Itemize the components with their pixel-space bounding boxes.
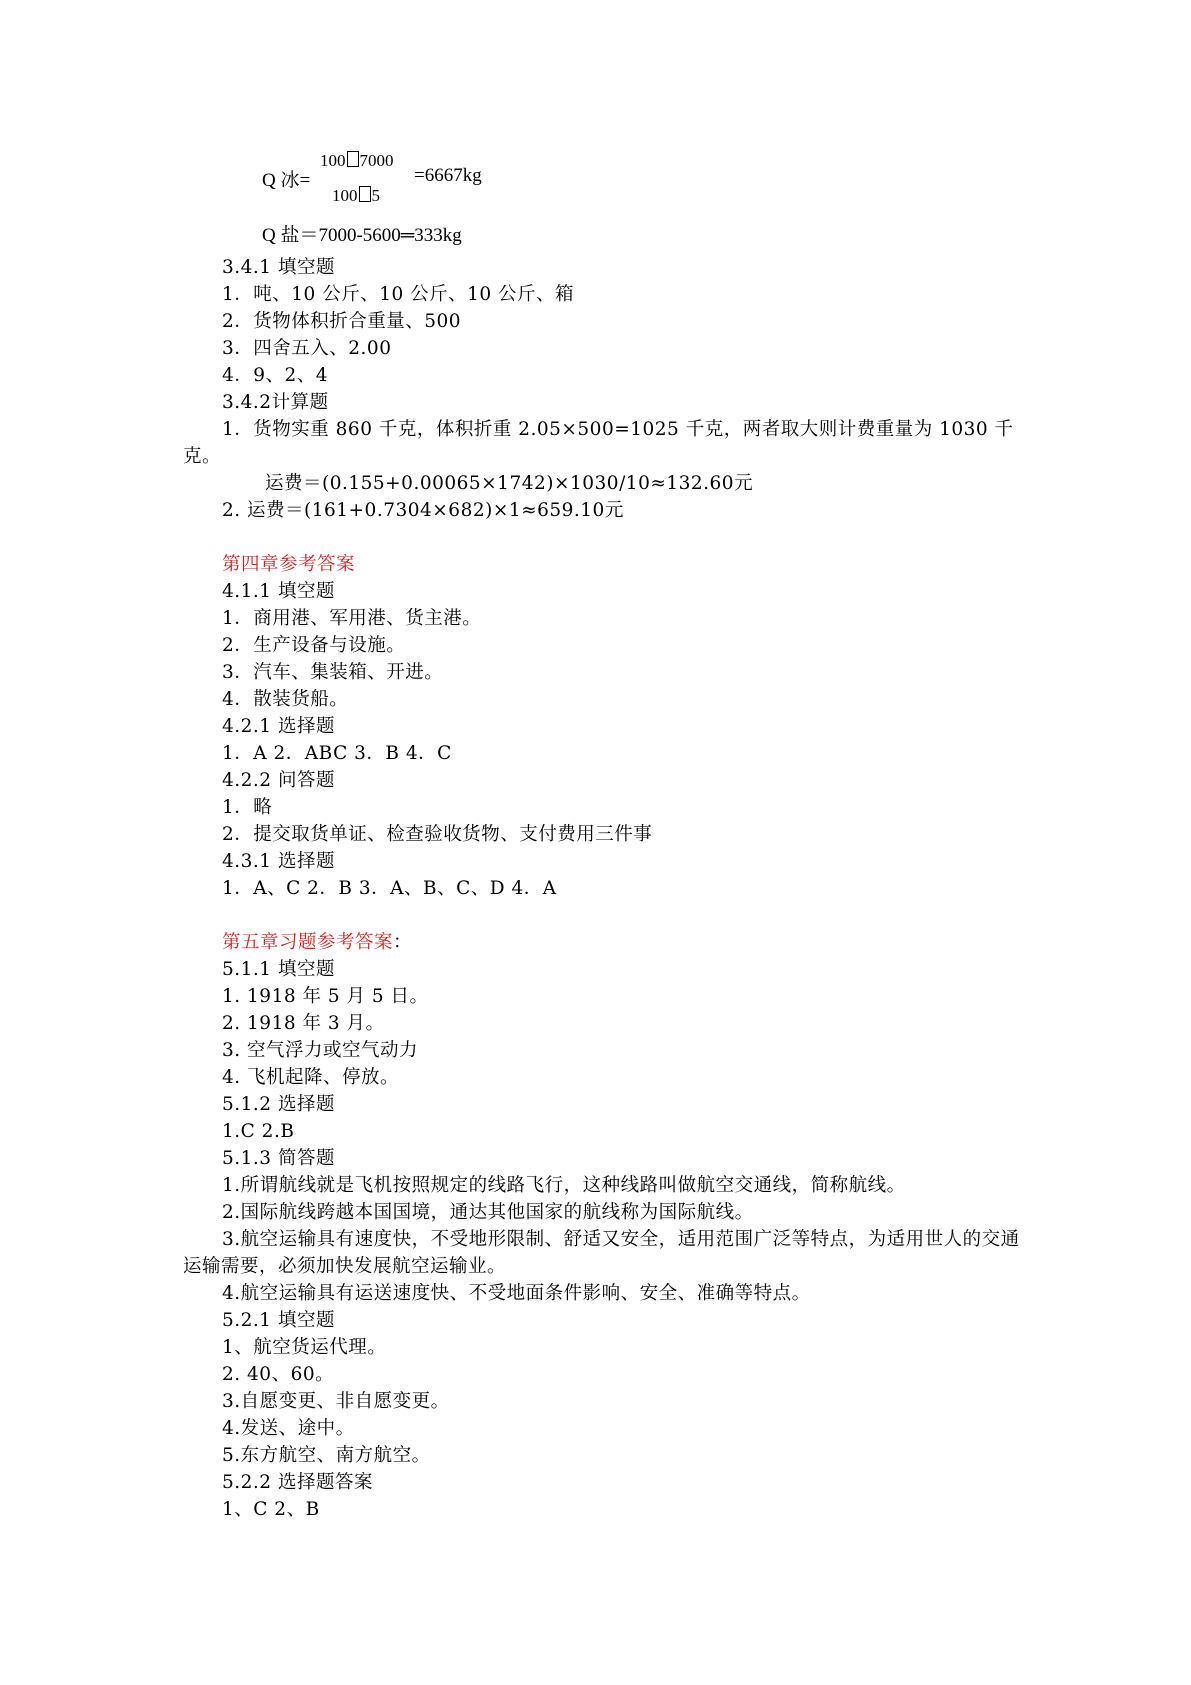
answer-line: 2．提交取货单证、检查验收货物、支付费用三件事	[222, 824, 653, 845]
answer-line: 1．略	[222, 797, 273, 818]
answer-line: 2. 40、60。	[222, 1364, 335, 1385]
placeholder-box-icon	[347, 151, 359, 167]
ice-numerator-left: 100	[320, 151, 346, 170]
answer-line: 1.C 2.B	[222, 1121, 295, 1142]
answer-line: 2.国际航线跨越本国国境，通达其他国家的航线称为国际航线。	[222, 1202, 754, 1223]
section-heading: 4.2.1 选择题	[222, 716, 335, 737]
answer-line: 3. 空气浮力或空气动力	[222, 1040, 419, 1061]
section-heading: 3.4.1 填空题	[222, 257, 335, 278]
formula-line: 运费＝(0.155+0.00065×1742)×1030/10≈132.60元	[265, 473, 754, 494]
ice-fraction-numerator	[320, 151, 394, 171]
answer-line: 4．散装货船。	[222, 689, 349, 710]
answer-line: 1. 1918 年 5 月 5 日。	[222, 986, 429, 1007]
answer-line: 1.所谓航线就是飞机按照规定的线路飞行，这种线路叫做航空交通线，简称航线。	[222, 1175, 906, 1196]
answer-line: 3．汽车、集装箱、开进。	[222, 662, 444, 683]
ice-denominator-left: 100	[332, 186, 358, 205]
section-heading: 5.1.3 简答题	[222, 1148, 335, 1169]
answer-line: 1．吨、10 公斤、10 公斤、10 公斤、箱	[222, 284, 575, 305]
answer-line: 4.航空运输具有运送速度快、不受地面条件影响、安全、准确等特点。	[222, 1283, 811, 1304]
section-heading: 5.2.1 填空题	[222, 1310, 335, 1331]
answer-paragraph: 1．货物实重 860 千克，体积折重 2.05×500=1025 千克，两者取大则计费重量为 1030 千克。	[183, 419, 1014, 467]
formula-line: 2. 运费＝(161+0.7304×682)×1≈659.10元	[222, 500, 624, 521]
chapter-title-line	[222, 929, 412, 956]
answer-line: 1、航空货运代理。	[222, 1337, 387, 1358]
chapter-title: 第四章参考答案	[222, 554, 356, 575]
answer-line: 4. 飞机起降、停放。	[222, 1067, 400, 1088]
section-heading: 4.1.1 填空题	[222, 581, 335, 602]
answer-line: 2．生产设备与设施。	[222, 635, 406, 656]
chapter-title: 第五章习题参考答案	[222, 932, 394, 953]
answer-paragraph: 3.航空运输具有速度快，不受地形限制、舒适又安全，适用范围广泛等特点，为适用世人的交通运输需要，必须加快发展航空运输业。	[183, 1229, 1020, 1277]
answer-line: 1．A、C 2．B 3．A、B、C、D 4．A	[222, 878, 557, 899]
salt-formula: Q 盐＝7000-5600═333kg	[262, 225, 462, 246]
section-heading: 3.4.2计算题	[222, 392, 329, 413]
answer-line: 1、C 2、B	[222, 1499, 320, 1520]
section-heading: 5.1.2 选择题	[222, 1094, 335, 1115]
chapter-title-colon: ：	[393, 932, 413, 953]
answer-line: 1．商用港、军用港、货主港。	[222, 608, 482, 629]
answer-line: 4.发送、途中。	[222, 1418, 355, 1439]
section-heading: 5.2.2 选择题答案	[222, 1472, 373, 1493]
ice-formula-label: Q 冰=	[262, 170, 311, 191]
answer-line: 2．货物体积折合重量、500	[222, 311, 462, 332]
placeholder-box-icon	[359, 186, 371, 202]
answer-line: 4．9、2、4	[222, 365, 329, 386]
answer-line: 1．A 2．ABC 3．B 4．C	[222, 743, 452, 764]
ice-denominator-right: 5	[371, 186, 380, 205]
section-heading: 4.3.1 选择题	[222, 851, 335, 872]
ice-numerator-right: 7000	[359, 151, 394, 170]
answer-line: 3．四舍五入、2.00	[222, 338, 392, 359]
answer-line: 5.东方航空、南方航空。	[222, 1445, 431, 1466]
ice-fraction-denominator	[332, 186, 380, 206]
answer-line: 3.自愿变更、非自愿变更。	[222, 1391, 450, 1412]
section-heading: 5.1.1 填空题	[222, 959, 335, 980]
section-heading: 4.2.2 问答题	[222, 770, 335, 791]
ice-formula-result: =6667kg	[414, 165, 482, 186]
answer-line: 2. 1918 年 3 月。	[222, 1013, 385, 1034]
